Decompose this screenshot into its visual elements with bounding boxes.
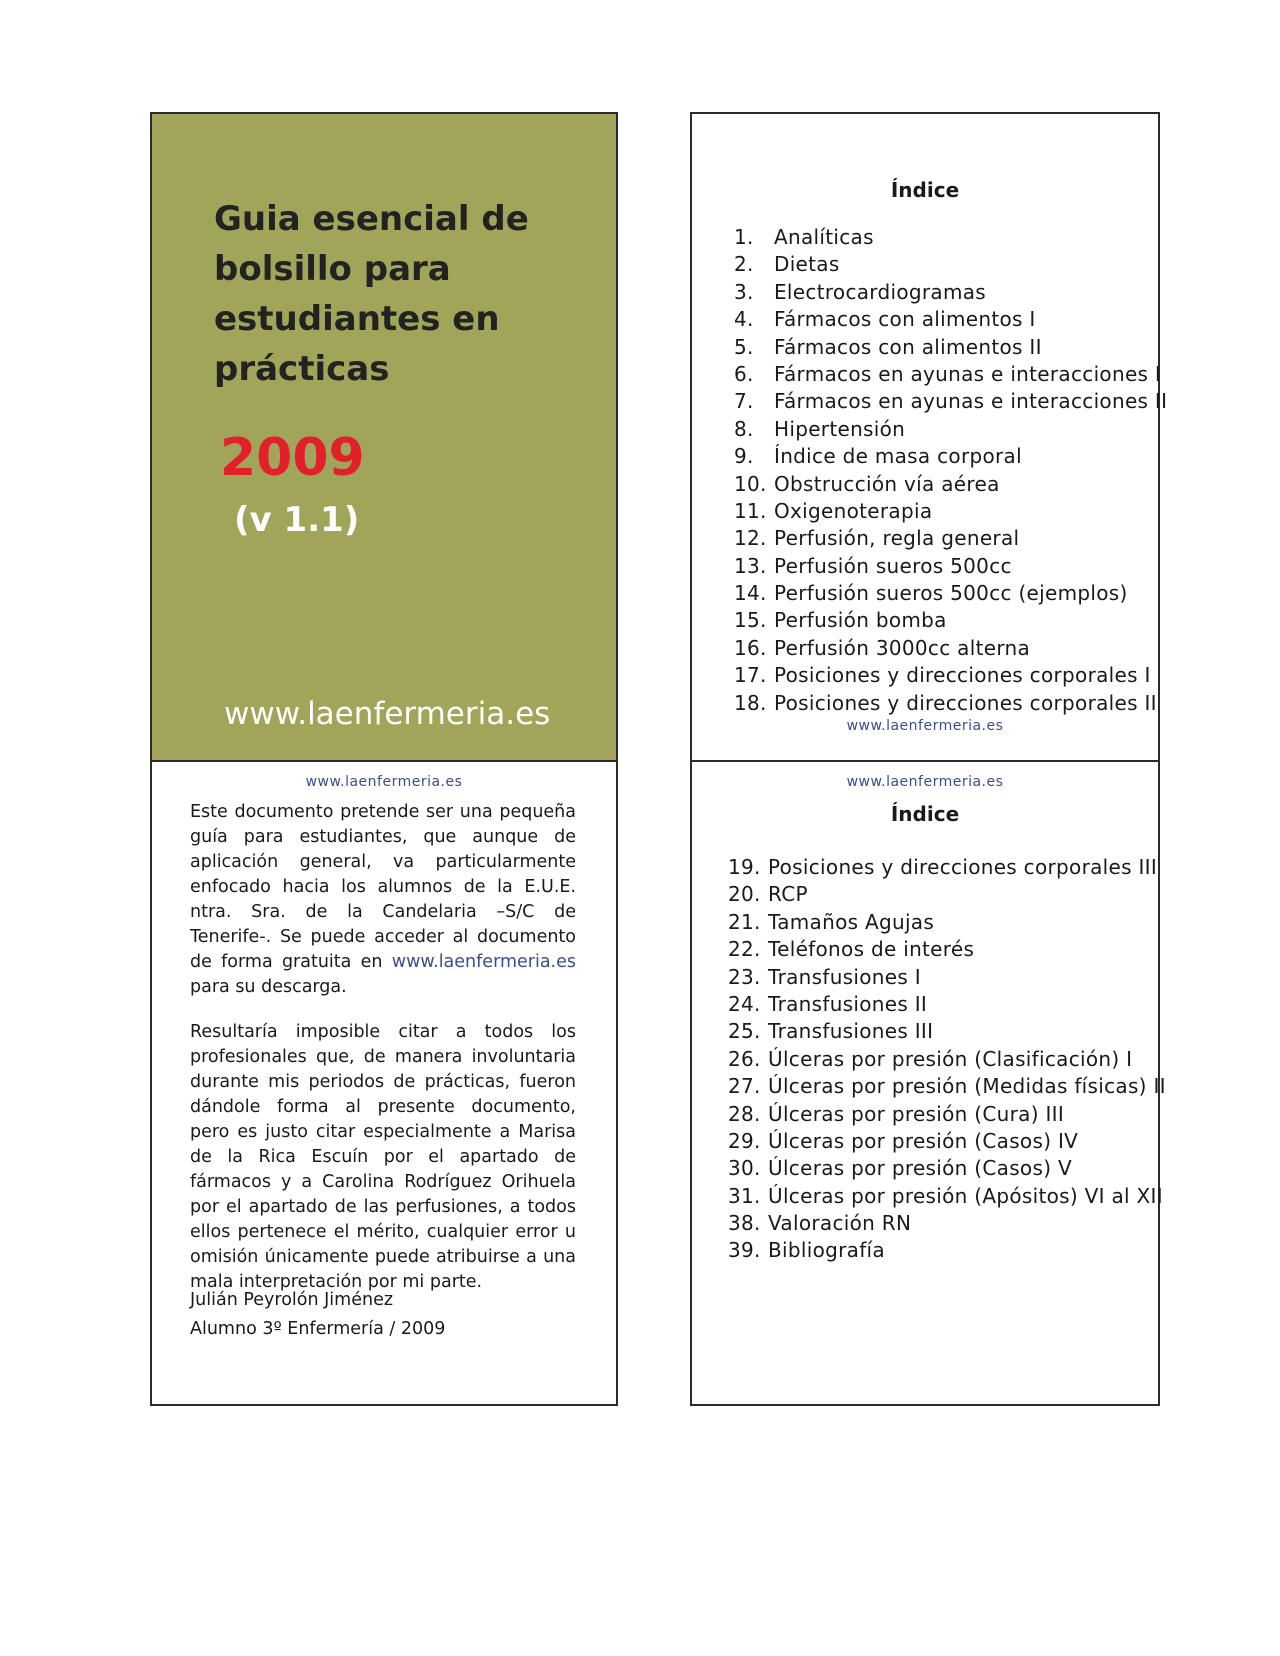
toc-item-number: 12.	[734, 526, 767, 551]
toc-item-number: 24.	[728, 991, 761, 1016]
toc-item-number: 22.	[728, 937, 761, 962]
intro-panel	[150, 760, 618, 1406]
toc-item-label: Fármacos en ayunas e interacciones I	[774, 361, 1162, 386]
toc-item-label: Perfusión 3000cc alterna	[774, 635, 1031, 660]
toc-list	[734, 224, 1167, 717]
toc-item-number: 30.	[728, 1156, 761, 1181]
toc-item	[734, 553, 1167, 580]
toc-item	[728, 854, 1166, 881]
toc-item-label: Úlceras por presión (Casos) IV	[768, 1128, 1079, 1153]
author-role: Alumno 3º Enfermería / 2009	[190, 1319, 446, 1339]
toc-item-number: 23.	[728, 964, 761, 989]
toc-item-label: RCP	[768, 882, 808, 907]
toc-item-number: 16.	[734, 635, 767, 660]
index-heading: Índice	[890, 178, 960, 202]
toc-item-label: Perfusión sueros 500cc	[774, 553, 1012, 578]
toc-item	[728, 1237, 1166, 1264]
index-1-website-footer: www.laenfermeria.es	[846, 718, 1004, 734]
toc-item-label: Valoración RN	[768, 1211, 912, 1236]
toc-item	[734, 334, 1167, 361]
intro-paragraph-1	[190, 800, 576, 1000]
toc-item	[734, 361, 1167, 388]
toc-item-number: 29.	[728, 1128, 761, 1153]
toc-item-number: 20.	[728, 882, 761, 907]
toc-item	[728, 1101, 1166, 1128]
toc-item-label: Posiciones y direcciones corporales I	[774, 663, 1151, 688]
toc-item	[728, 1210, 1166, 1237]
toc-item-number: 5.	[734, 334, 754, 359]
cover-version: (v 1.1)	[234, 500, 360, 540]
toc-item-number: 14.	[734, 581, 767, 606]
toc-item	[734, 224, 1167, 251]
toc-item-label: Electrocardiogramas	[774, 279, 986, 304]
cover-title-line: bolsillo para	[214, 249, 451, 289]
toc-item	[734, 443, 1167, 470]
toc-item-number: 28.	[728, 1101, 761, 1126]
toc-item	[734, 251, 1167, 278]
toc-item-label: Transfusiones II	[768, 991, 928, 1016]
toc-item-label: Transfusiones I	[768, 964, 921, 989]
toc-item	[734, 388, 1167, 415]
toc-item-label: Úlceras por presión (Medidas físicas) II	[768, 1074, 1166, 1099]
index-panel-1	[690, 112, 1168, 762]
toc-item-number: 19.	[728, 855, 761, 879]
toc-item-label: Úlceras por presión (Apósitos) VI al XII	[768, 1183, 1163, 1208]
toc-item	[734, 580, 1167, 607]
toc-item	[728, 1128, 1166, 1155]
cover-year: 2009	[220, 428, 365, 488]
toc-item-number: 8.	[734, 416, 754, 441]
toc-item-label: Hipertensión	[774, 416, 906, 441]
toc-item-number: 21.	[728, 909, 761, 934]
toc-item-label: Fármacos con alimentos II	[774, 334, 1042, 359]
toc-item-number: 2.	[734, 252, 754, 277]
intro-website-header: www.laenfermeria.es	[305, 774, 463, 790]
intro-website-link[interactable]: www.laenfermeria.es	[391, 952, 576, 972]
toc-item	[728, 1018, 1166, 1045]
toc-item-label: Perfusión, regla general	[774, 526, 1020, 551]
toc-item-label: Bibliografía	[768, 1238, 885, 1263]
toc-item-number: 7.	[734, 389, 754, 414]
toc-item	[734, 662, 1167, 689]
cover-title-line: Guia esencial de	[214, 199, 529, 239]
toc-item-label: Transfusiones III	[768, 1019, 934, 1044]
cover-panel	[150, 112, 618, 762]
index-heading: Índice	[890, 802, 960, 826]
toc-item-number: 31.	[728, 1183, 761, 1208]
toc-item-label: Dietas	[774, 252, 840, 277]
toc-item	[728, 1073, 1166, 1100]
toc-item-label: Analíticas	[774, 225, 874, 249]
toc-item	[734, 690, 1167, 717]
signature	[190, 1286, 445, 1344]
intro-paragraph-1-text: Este documento pretende ser una pequeña guía para estudiantes, que aunque de aplicación general, va particularmente enfocado hacia los alumnos de la E.U.E. ntra. Sra. de la Candelaria –S/C de Tenerife-. Se puede acceder al documento de forma gratuita en	[190, 802, 576, 972]
toc-item-label: Fármacos en ayunas e interacciones II	[774, 389, 1168, 414]
toc-item-label: Úlceras por presión (Clasificación) I	[768, 1046, 1133, 1071]
toc-item	[734, 635, 1167, 662]
toc-item-label: Posiciones y direcciones corporales II	[774, 690, 1157, 715]
intro-paragraph-1-end: para su descarga.	[190, 977, 347, 997]
toc-item-label: Obstrucción vía aérea	[774, 471, 1000, 496]
toc-item	[728, 936, 1166, 963]
toc-item-label: Perfusión sueros 500cc (ejemplos)	[774, 581, 1128, 606]
toc-item	[728, 964, 1166, 991]
toc-item	[728, 1155, 1166, 1182]
cover-title-line: estudiantes en	[214, 299, 500, 339]
toc-item-number: 38.	[728, 1211, 761, 1236]
toc-item-number: 18.	[734, 690, 767, 715]
cover-title-line: prácticas	[214, 349, 390, 389]
toc-list	[728, 854, 1166, 1265]
toc-item-label: Teléfonos de interés	[768, 937, 975, 962]
toc-item-number: 39.	[728, 1238, 761, 1263]
toc-item-label: Úlceras por presión (Cura) III	[768, 1101, 1065, 1126]
toc-item-label: Úlceras por presión (Casos) V	[768, 1156, 1072, 1181]
toc-item-number: 27.	[728, 1074, 761, 1099]
toc-item	[734, 471, 1167, 498]
toc-item-label: Fármacos con alimentos I	[774, 307, 1036, 332]
toc-item	[728, 1183, 1166, 1210]
index-panel-2	[690, 760, 1166, 1406]
toc-item-label: Tamaños Agujas	[768, 909, 935, 934]
intro-paragraph-2: Resultaría imposible citar a todos los profesionales que, de manera involuntaria durante mis periodos de prácticas, fueron dándole forma al presente documento, pero es justo citar especialmente a Marisa de la Rica Escuín por el apartado de fármacos y a Carolina Rodríguez Orihuela por el apartado de las perfusiones, a todos ellos pertenece el mérito, cualquier error u omisión únicamente puede atribuirse a una mala interpretación por mi parte.	[190, 1022, 576, 1292]
toc-item	[728, 1046, 1166, 1073]
toc-item	[734, 279, 1167, 306]
toc-item-number: 10.	[734, 471, 767, 496]
toc-item-label: Oxigenoterapia	[774, 498, 933, 523]
cover-website: www.laenfermeria.es	[224, 696, 551, 732]
toc-item-number: 11.	[734, 498, 767, 523]
toc-item-number: 15.	[734, 608, 767, 633]
cover-title	[214, 194, 594, 394]
toc-item	[734, 607, 1167, 634]
toc-item-number: 6.	[734, 361, 754, 386]
index-2-website-header: www.laenfermeria.es	[846, 774, 1004, 790]
toc-item-number: 9.	[734, 444, 754, 469]
toc-item-label: Perfusión bomba	[774, 608, 947, 633]
toc-item	[734, 525, 1167, 552]
intro-body	[190, 800, 576, 1315]
toc-item-number: 1.	[734, 225, 754, 249]
toc-item-label: Posiciones y direcciones corporales III	[768, 855, 1158, 879]
toc-item	[734, 498, 1167, 525]
toc-item	[728, 881, 1166, 908]
toc-item-number: 13.	[734, 553, 767, 578]
toc-item	[728, 909, 1166, 936]
toc-item-number: 25.	[728, 1019, 761, 1044]
toc-item-number: 17.	[734, 663, 767, 688]
toc-item-number: 4.	[734, 307, 754, 332]
toc-item	[734, 416, 1167, 443]
toc-item-number: 3.	[734, 279, 754, 304]
toc-item	[728, 991, 1166, 1018]
toc-item	[734, 306, 1167, 333]
toc-item-number: 26.	[728, 1046, 761, 1071]
toc-item-label: Índice de masa corporal	[774, 444, 1022, 469]
author-name: Julián Peyrolón Jiménez	[190, 1290, 394, 1310]
